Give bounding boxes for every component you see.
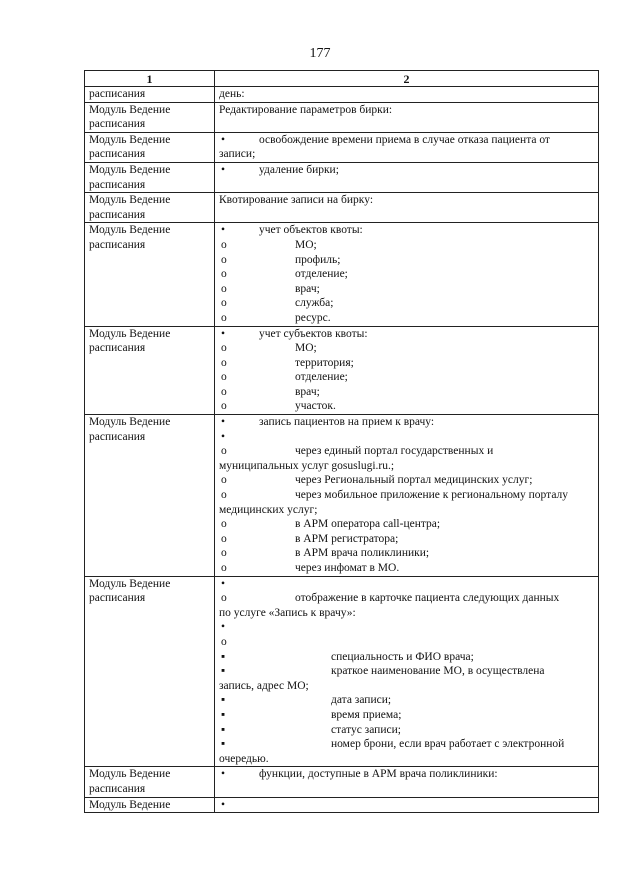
circle-marker: o — [221, 592, 227, 605]
circle-marker: o — [221, 342, 227, 355]
bullet-marker: • — [221, 416, 226, 429]
module-cell: Модуль Ведение расписания — [85, 162, 215, 192]
circle-marker: o — [221, 400, 227, 413]
description-cell: • учет объектов квоты: o МО; o профиль; o отделение; o врач; o служба; o ресурс. — [215, 223, 599, 326]
module-cell: расписания — [85, 87, 215, 103]
module-cell: Модуль Ведение расписания — [85, 102, 215, 132]
circle-marker: o — [221, 371, 227, 384]
bullet-marker: • — [221, 430, 226, 443]
circle-marker: o — [221, 311, 227, 324]
module-cell: Модуль Ведение расписания — [85, 576, 215, 767]
circle-marker: o — [221, 385, 227, 398]
circle-marker: o — [221, 635, 227, 648]
square-marker: ▪ — [221, 665, 226, 678]
circle-marker: o — [221, 562, 227, 574]
page-number: 177 — [309, 46, 331, 61]
requirements-table — [84, 70, 599, 813]
bullet-marker: • — [221, 133, 226, 146]
square-marker: ▪ — [221, 650, 226, 663]
table-row — [85, 102, 599, 132]
module-cell: Модуль Ведение — [85, 797, 215, 813]
description-cell: • o отображение в карточке пациента следующих данных по услуге «Запись к врачу»: • o ▪ специальность и ФИО врача; ▪ краткое наименование МО, в осуществлена запись, адрес МО; ▪ дата записи; ▪ время приема; ▪ статус записи; ▪ номер брони, если врач работает с электронной очередью. — [215, 576, 599, 767]
table-row — [85, 415, 599, 577]
bullet-marker: • — [221, 163, 226, 176]
module-cell: Модуль Ведение расписания — [85, 132, 215, 162]
circle-marker: o — [221, 445, 227, 458]
square-marker: ▪ — [221, 738, 226, 751]
description-cell: день: — [215, 87, 599, 103]
module-cell: Модуль Ведение расписания — [85, 767, 215, 797]
module-cell: Модуль Ведение расписания — [85, 223, 215, 326]
circle-marker: o — [221, 282, 227, 295]
description-cell: • запись пациентов на прием к врачу: • o через единый портал государственных и муниципальных услуг gosuslugi.ru.; o через Региональный портал медицинских услуг; o через мобильное приложение к региональному порталу медицинских услуг; o в АРМ оператора call-центра; o в АРМ регистратора; o в АРМ врача поликлиники; o через инфомат в МО. — [215, 415, 599, 577]
description-cell: Редактирование параметров бирки: — [215, 102, 599, 132]
circle-marker: o — [221, 297, 227, 310]
circle-marker: o — [221, 356, 227, 369]
module-cell: Модуль Ведение расписания — [85, 193, 215, 223]
table-header-row — [85, 71, 599, 87]
square-marker: ▪ — [221, 694, 226, 707]
bullet-marker: • — [221, 621, 226, 634]
table-row — [85, 767, 599, 797]
module-cell: Модуль Ведение расписания — [85, 415, 215, 577]
circle-marker: o — [221, 547, 227, 560]
bullet-marker: • — [221, 768, 226, 781]
table-row — [85, 797, 599, 813]
description-cell: • удаление бирки; — [215, 162, 599, 192]
circle-marker: o — [221, 238, 227, 251]
table-row — [85, 87, 599, 103]
bullet-marker: • — [221, 577, 226, 590]
square-marker: ▪ — [221, 708, 226, 721]
circle-marker: o — [221, 268, 227, 281]
description-cell: Квотирование записи на бирку: — [215, 193, 599, 223]
bullet-marker: • — [221, 798, 226, 811]
circle-marker: o — [221, 253, 227, 266]
description-cell — [215, 797, 599, 813]
column-header-1: 1 — [85, 71, 215, 87]
bullet-marker: • — [221, 224, 226, 237]
description-cell: • освобождение времени приема в случае отказа пациента от записи; — [215, 132, 599, 162]
column-header-2: 2 — [215, 71, 599, 87]
circle-marker: o — [221, 518, 227, 531]
bullet-marker: • — [221, 327, 226, 340]
table-row — [85, 132, 599, 162]
table-row — [85, 223, 599, 326]
square-marker: ▪ — [221, 723, 226, 736]
description-cell: • функции, доступные в АРМ врача поликлиники: — [215, 767, 599, 797]
table-row — [85, 576, 599, 767]
circle-marker: o — [221, 532, 227, 545]
circle-marker: o — [221, 474, 227, 487]
table-row — [85, 326, 599, 415]
table-row — [85, 193, 599, 223]
table-row — [85, 162, 599, 192]
module-cell: Модуль Ведение расписания — [85, 326, 215, 415]
circle-marker: o — [221, 489, 227, 502]
description-cell: • учет субъектов квоты: o МО; o территория; o отделение; o врач; o участок. — [215, 326, 599, 415]
